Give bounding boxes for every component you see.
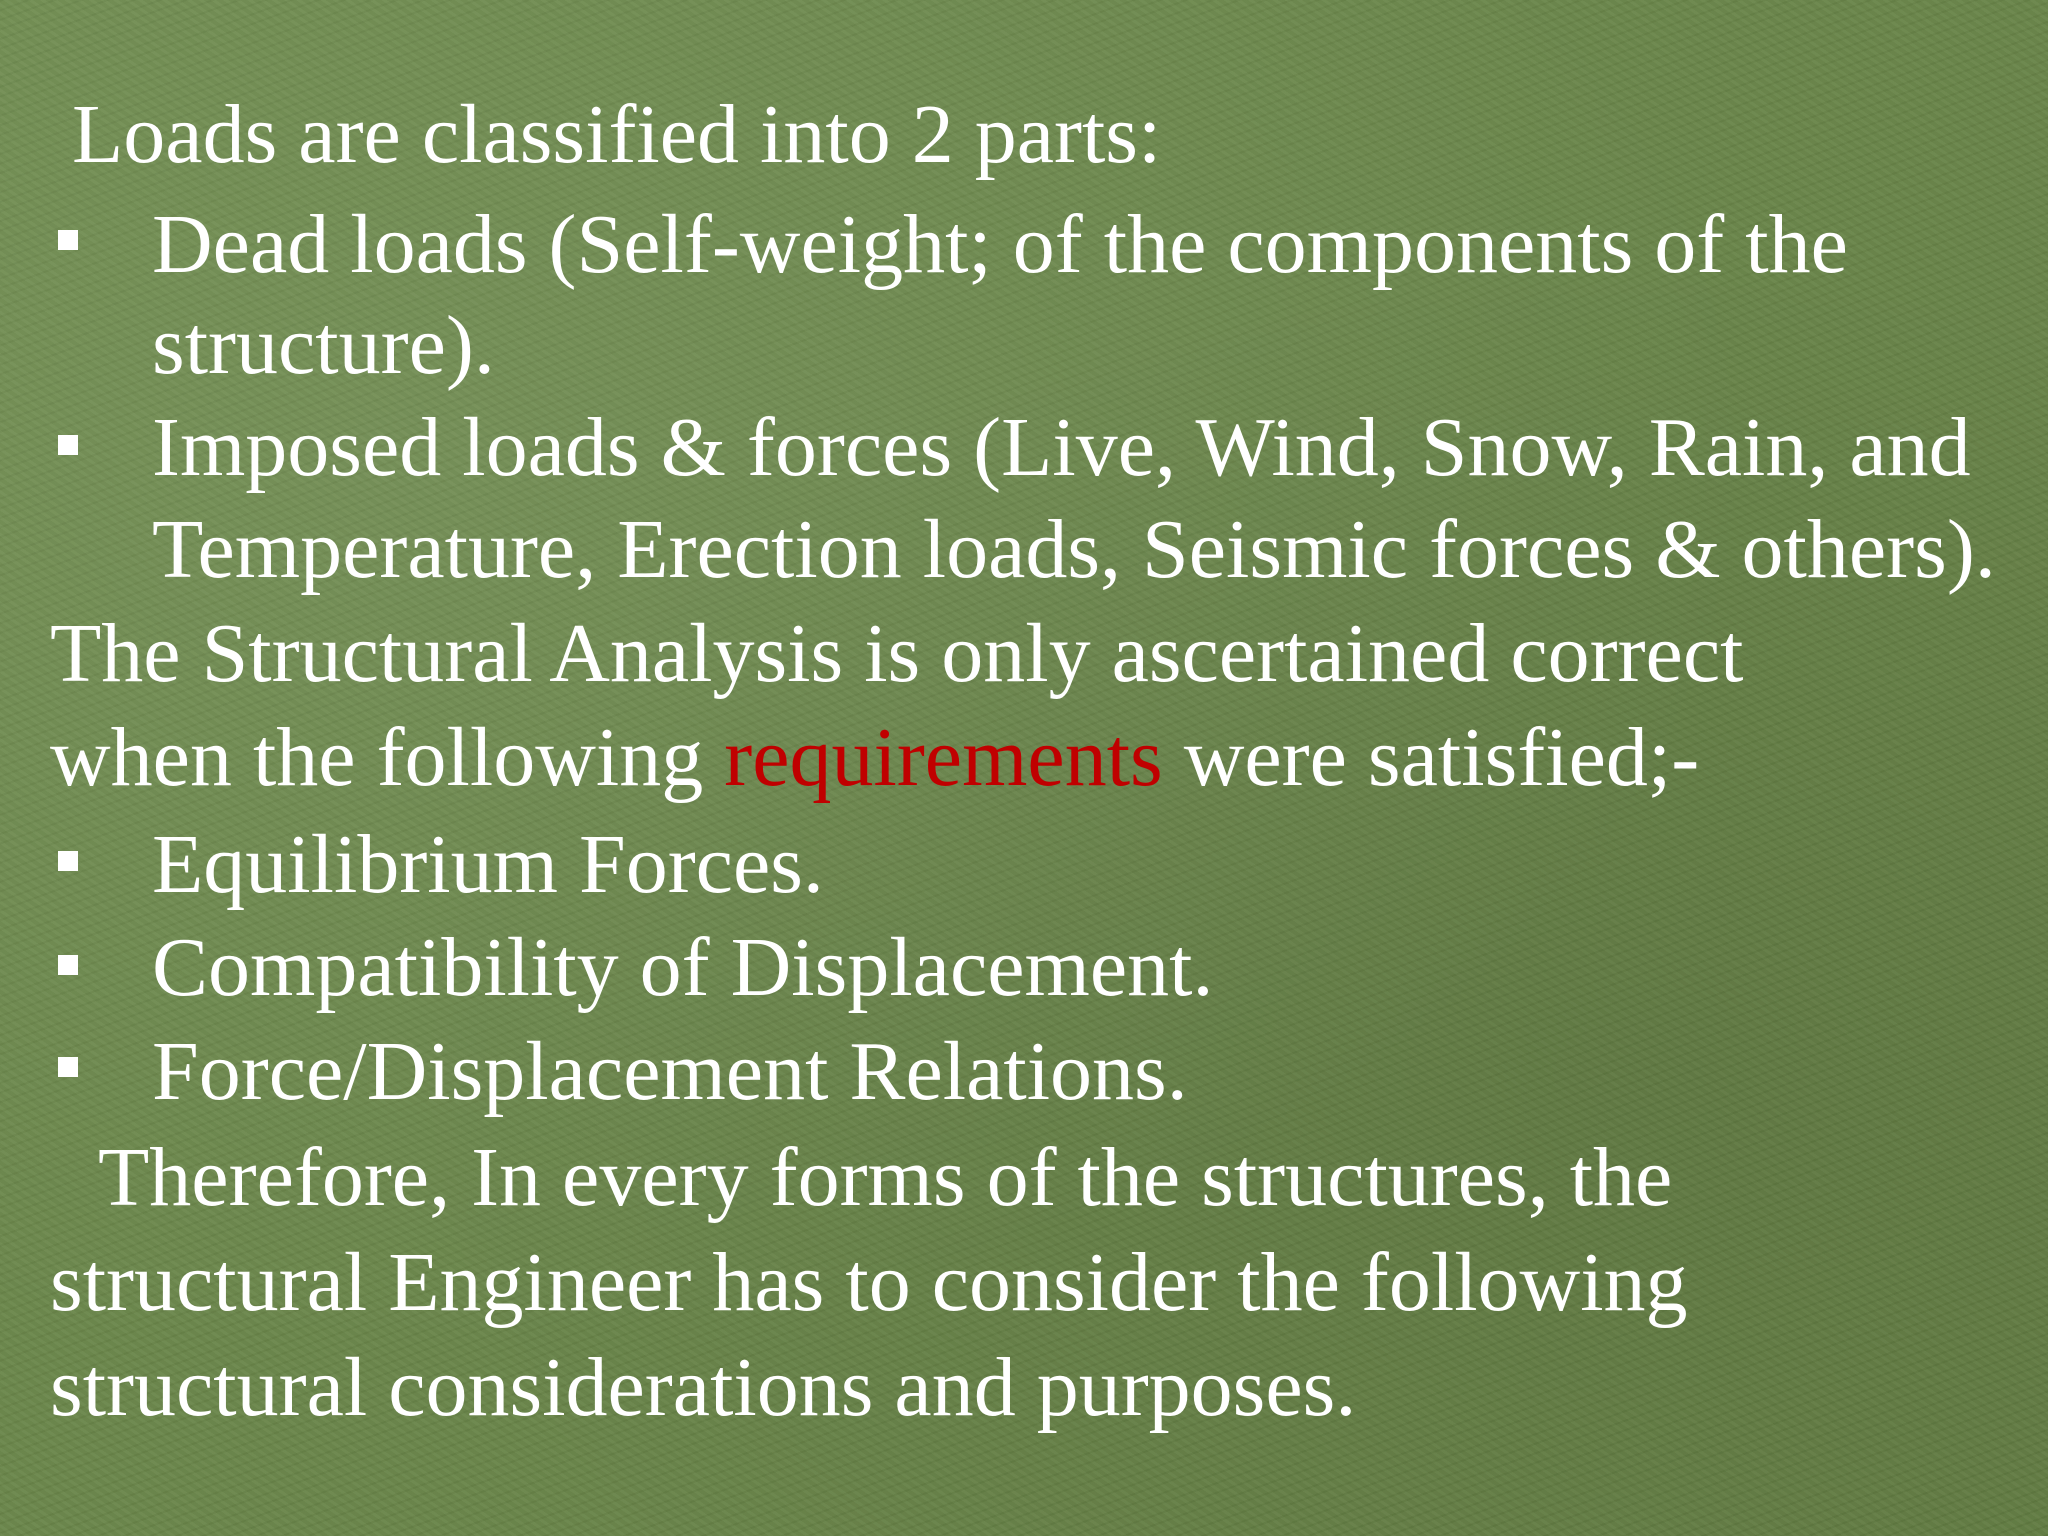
load-type-imposed-line2: Temperature, Erection loads, Seismic forces & others). <box>152 503 1996 596</box>
analysis-line1: The Structural Analysis is only ascertained correct <box>50 607 1744 700</box>
load-type-dead-line2: structure). <box>152 299 495 392</box>
analysis-line2-before: when the following <box>50 711 725 804</box>
requirement-item: Force/Displacement Relations. <box>152 1025 1188 1118</box>
conclusion-line3: structural considerations and purposes. <box>50 1341 1357 1434</box>
analysis-line2 <box>50 708 1699 808</box>
square-bullet-icon <box>58 1057 78 1077</box>
analysis-line2-after: were satisfied;- <box>1162 711 1700 804</box>
square-bullet-icon <box>58 435 78 455</box>
load-type-dead-line1: Dead loads (Self-weight; of the components of the <box>152 198 1848 291</box>
requirement-item: Equilibrium Forces. <box>152 818 824 911</box>
conclusion-line2: structural Engineer has to consider the following <box>50 1236 1688 1329</box>
conclusion-line1: Therefore, In every forms of the structures, the <box>98 1131 1673 1224</box>
square-bullet-icon <box>58 230 78 250</box>
requirements-highlight: requirements <box>724 711 1163 804</box>
load-type-imposed-line1: Imposed loads & forces (Live, Wind, Snow, Rain, and <box>152 401 1971 494</box>
requirement-item: Compatibility of Displacement. <box>152 921 1214 1014</box>
square-bullet-icon <box>58 851 78 871</box>
square-bullet-icon <box>58 955 78 975</box>
intro-text: Loads are classified into 2 parts: <box>72 88 1162 181</box>
